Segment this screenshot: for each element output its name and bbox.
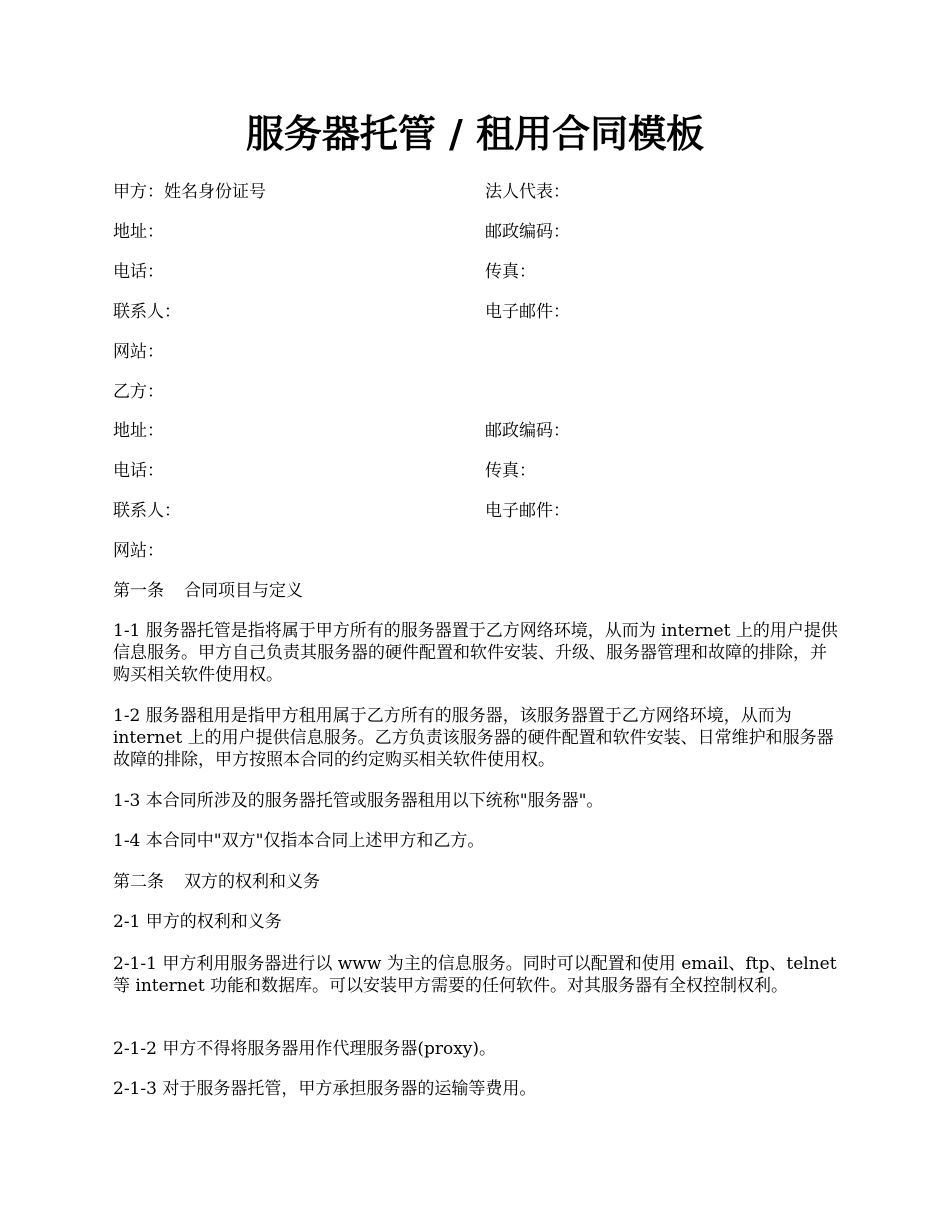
clause-1-4: 1-4 本合同中"双方"仅指本合同上述甲方和乙方。 — [113, 831, 485, 851]
party-b-row-phone — [113, 459, 873, 483]
party-b-address-label: 地址： — [113, 421, 164, 441]
party-b-row-name — [113, 380, 873, 404]
clause-2-1-1: 2-1-1 甲方利用服务器进行以 www 为主的信息服务。同时可以配置和使用 email、ftp、telnet 等 internet 功能和数据库。可以安装甲方需要的任何软件。对其服务器有全权控制权利。 — [113, 954, 837, 996]
document-title: 服务器托管 / 租用合同模板 — [245, 111, 705, 156]
party-b-postcode-label: 邮政编码： — [485, 421, 570, 441]
party-a-contact-label: 联系人： — [113, 302, 181, 322]
party-a-address-label: 地址： — [113, 222, 164, 242]
party-b-row-website — [113, 539, 873, 563]
party-a-legal-rep-label: 法人代表： — [485, 182, 570, 202]
party-a-postcode-label: 邮政编码： — [485, 222, 570, 242]
party-a-row-name — [113, 180, 873, 204]
clause-2-1: 2-1 甲方的权利和义务 — [113, 912, 282, 932]
party-b-website-label: 网站： — [113, 541, 164, 561]
party-a-row-contact — [113, 300, 873, 324]
article-2-number: 第二条 — [113, 872, 164, 892]
article-1-number: 第一条 — [113, 581, 164, 601]
party-b-phone-label: 电话： — [113, 461, 164, 481]
party-b-email-label: 电子邮件： — [485, 501, 570, 521]
clause-1-2: 1-2 服务器租用是指甲方租用属于乙方所有的服务器，该服务器置于乙方网络环境，从而为 internet 上的用户提供信息服务。乙方负责该服务器的硬件配置和软件安装、日常维护和服务器故障的排除，甲方按照本合同的约定购买相关软件使用权。 — [113, 706, 834, 770]
party-b-row-contact — [113, 499, 873, 523]
party-b-name-label: 乙方： — [113, 382, 164, 402]
article-1-title: 合同项目与定义 — [184, 581, 303, 601]
party-a-row-phone — [113, 260, 873, 284]
party-a-website-label: 网站： — [113, 342, 164, 362]
party-a-email-label: 电子邮件： — [485, 302, 570, 322]
party-a-phone-label: 电话： — [113, 262, 164, 282]
party-a-row-website — [113, 340, 873, 364]
clause-2-1-2: 2-1-2 甲方不得将服务器用作代理服务器(proxy)。 — [113, 1039, 497, 1059]
party-a-name-label: 甲方：姓名身份证号 — [113, 182, 266, 202]
party-b-row-address — [113, 419, 873, 443]
party-b-fax-label: 传真： — [485, 461, 536, 481]
party-b-contact-label: 联系人： — [113, 501, 181, 521]
party-a-row-address — [113, 220, 873, 244]
party-a-fax-label: 传真： — [485, 262, 536, 282]
article-1-heading — [113, 580, 843, 602]
clause-2-1-3: 2-1-3 对于服务器托管，甲方承担服务器的运输等费用。 — [113, 1079, 537, 1099]
clause-1-1: 1-1 服务器托管是指将属于甲方所有的服务器置于乙方网络环境，从而为 internet 上的用户提供信息服务。甲方自己负责其服务器的硬件配置和软件安装、升级、服务器管理和故障的排除，并购买相关软件使用权。 — [113, 621, 838, 685]
clause-1-3: 1-3 本合同所涉及的服务器托管或服务器租用以下统称"服务器"。 — [113, 791, 604, 811]
article-2-title: 双方的权利和义务 — [184, 872, 320, 892]
article-2-heading — [113, 871, 843, 893]
